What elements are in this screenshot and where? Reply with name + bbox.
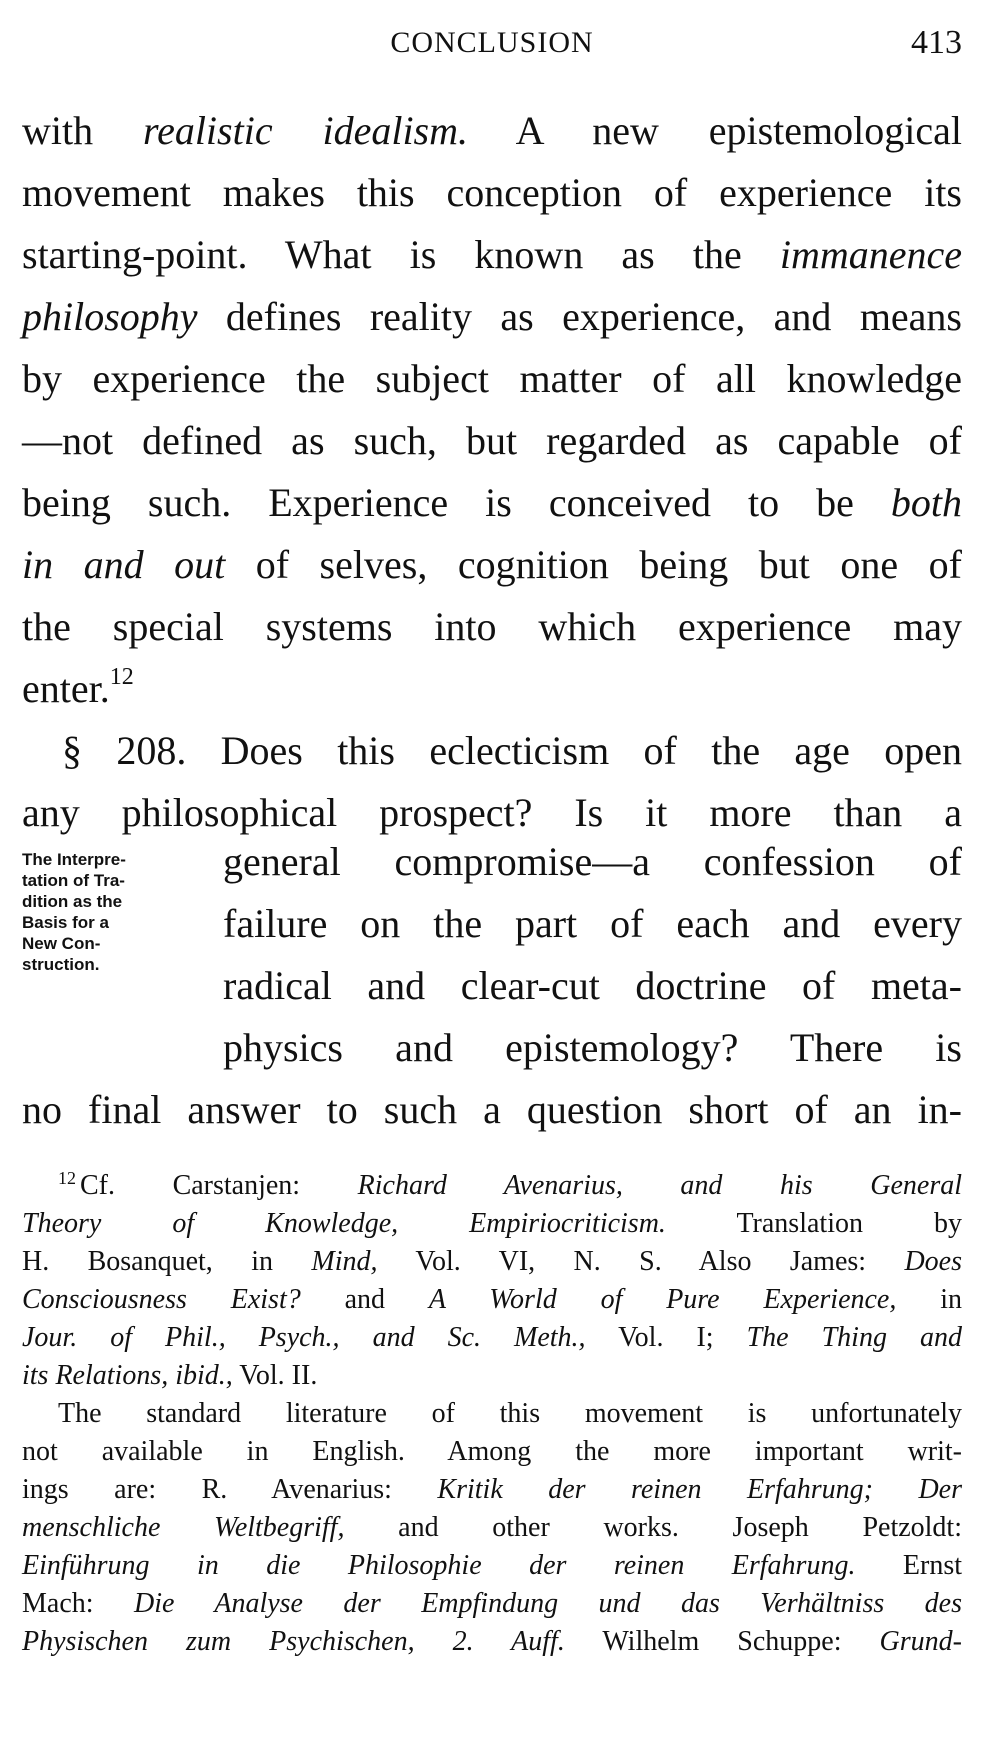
footnote-line: $^{12}$ Cf. Carstanjen: Richard Avenarius, and his General (58, 1167, 962, 1201)
text-line: movement makes this conception of experience its (22, 170, 962, 215)
footnote-line: its Relations, ibid., Vol. II. (22, 1360, 318, 1391)
footnote-line: Einführung in die Philosophie der reinen Erfahrung. Ernst (22, 1550, 962, 1581)
footnote-12 (22, 1167, 962, 1661)
sidenote-line: dition as the (22, 892, 123, 911)
footnote-marker: 12 (58, 1167, 76, 1188)
text-line: philosophy defines reality as experience, and means (22, 294, 962, 339)
text-line: failure on the part of each and every (223, 901, 962, 946)
running-title: CONCLUSION (390, 26, 594, 59)
margin-sidenote (22, 849, 197, 975)
footnote-line: Mach: Die Analyse der Empfindung und das Verhältniss des (22, 1588, 963, 1619)
text-line: general compromise—a confession of (223, 839, 962, 884)
text-line: —not defined as such, but regarded as capable of (22, 418, 962, 463)
sidenote-line: New Con- (22, 934, 101, 953)
footnote-line: Jour. of Phil., Psych., and Sc. Meth., Vol. I; The Thing and (22, 1322, 962, 1353)
sidenote-line: tation of Tra- (22, 871, 125, 890)
footnote-line: The standard literature of this movement is unfortunately (58, 1398, 962, 1429)
text-line: any philosophical prospect? Is it more than a (22, 790, 962, 835)
text-line: with realistic idealism. A new epistemological (22, 108, 962, 153)
sidenote-line: The Interpre- (22, 850, 126, 869)
footnote-line: menschliche Weltbegriff, and other works. Joseph Petzoldt: (22, 1512, 962, 1543)
footnote-line: not available in English. Among the more important writ- (22, 1436, 962, 1467)
text-line: no final answer to such a question short of an in- (22, 1087, 962, 1132)
text-line: by experience the subject matter of all knowledge (22, 356, 962, 401)
section-208-continued (22, 1079, 962, 1141)
section-heading-line: § 208. Does this eclecticism of the age open (62, 728, 962, 773)
text-line: the special systems into which experience may (22, 604, 962, 649)
text-line: physics and epistemology? There is (223, 1025, 962, 1070)
paragraph-continued (22, 100, 962, 844)
text-line: enter.$^{12}$ (22, 663, 134, 711)
running-header (22, 22, 962, 72)
footnote-line: Theory of Knowledge, Empiriocriticism. Translation by (22, 1208, 962, 1239)
text-line: being such. Experience is conceived to be both (22, 480, 962, 525)
text-line: starting-point. What is known as the immanence (22, 232, 962, 277)
sidenote-line: struction. (22, 955, 100, 974)
page-number: 413 (911, 24, 962, 61)
footnote-line: H. Bosanquet, in Mind, Vol. VI, N. S. Also James: Does (22, 1246, 962, 1277)
sidenote-line: Basis for a (22, 913, 109, 932)
footnote-line: ings are: R. Avenarius: Kritik der reinen Erfahrung; Der (22, 1474, 962, 1505)
text-line: radical and clear-cut doctrine of meta- (223, 963, 962, 1008)
footnote-line: Consciousness Exist? and A World of Pure Experience, in (22, 1284, 962, 1315)
sidenote-adjacent-lines (223, 831, 962, 1079)
footnote-line: Physischen zum Psychischen, 2. Auff. Wilhelm Schuppe: Grund- (22, 1626, 962, 1657)
text-line: in and out of selves, cognition being but one of (22, 542, 962, 587)
